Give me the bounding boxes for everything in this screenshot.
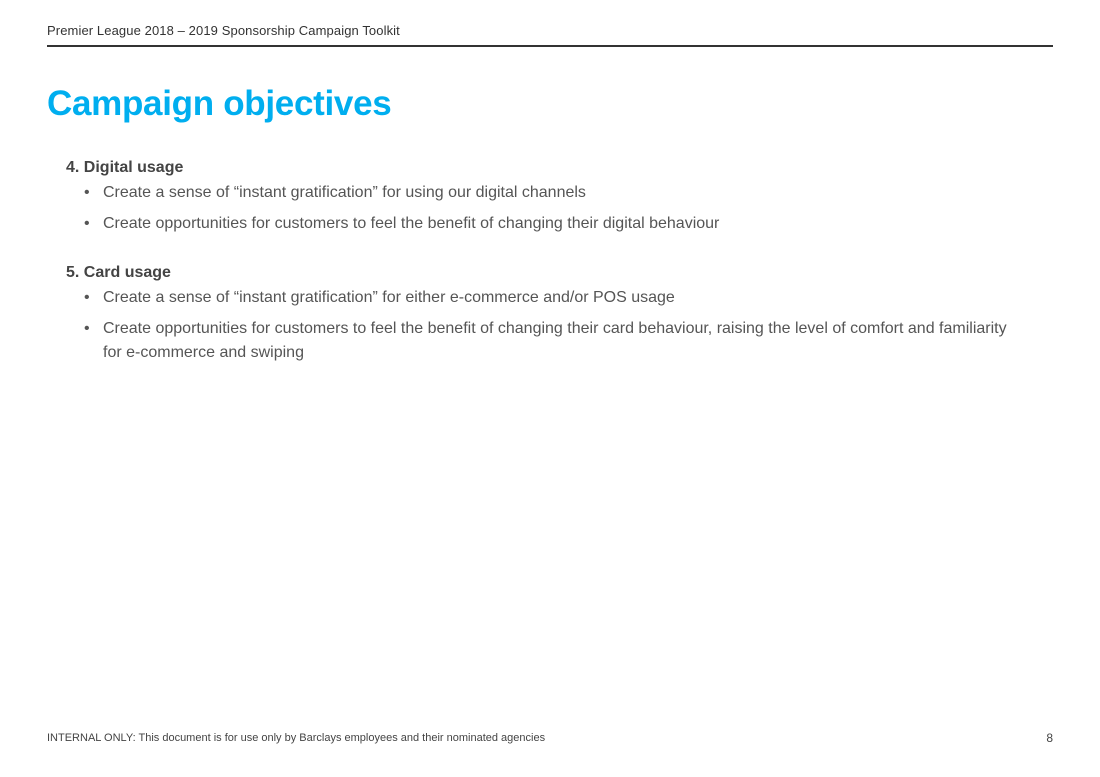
section-heading: 4. Digital usage bbox=[66, 159, 184, 176]
footer-notice: INTERNAL ONLY: This document is for use only by Barclays employees and their nominated agencies bbox=[47, 732, 546, 744]
page-title: Campaign objectives bbox=[47, 84, 392, 123]
bullet-marker: • bbox=[84, 215, 90, 232]
header-title: Premier League 2018 – 2019 Sponsorship Campaign Toolkit bbox=[47, 23, 400, 38]
bullet-list bbox=[66, 181, 1026, 236]
list-item-text: Create a sense of “instant gratification” for using our digital channels bbox=[103, 184, 586, 201]
section-digital-usage bbox=[66, 157, 1026, 236]
bullet-marker: • bbox=[84, 289, 90, 306]
list-item-text: Create opportunities for customers to feel the benefit of changing their digital behaviour bbox=[103, 215, 720, 232]
header-divider bbox=[47, 45, 1053, 47]
list-item-text: Create a sense of “instant gratification” for either e-commerce and/or POS usage bbox=[103, 289, 675, 306]
bullet-list bbox=[66, 286, 1026, 365]
list-item bbox=[66, 212, 1026, 236]
list-item bbox=[66, 181, 1026, 205]
bullet-marker: • bbox=[84, 320, 90, 337]
section-heading: 5. Card usage bbox=[66, 264, 171, 281]
page-number: 8 bbox=[1046, 731, 1053, 745]
objectives-content bbox=[66, 157, 1026, 391]
section-card-usage bbox=[66, 262, 1026, 365]
list-item-text: Create opportunities for customers to feel the benefit of changing their card behaviour, raising the level of comfort and familiarity for e-commerce and swiping bbox=[103, 320, 1007, 361]
bullet-marker: • bbox=[84, 184, 90, 201]
list-item bbox=[66, 317, 1026, 365]
list-item bbox=[66, 286, 1026, 310]
